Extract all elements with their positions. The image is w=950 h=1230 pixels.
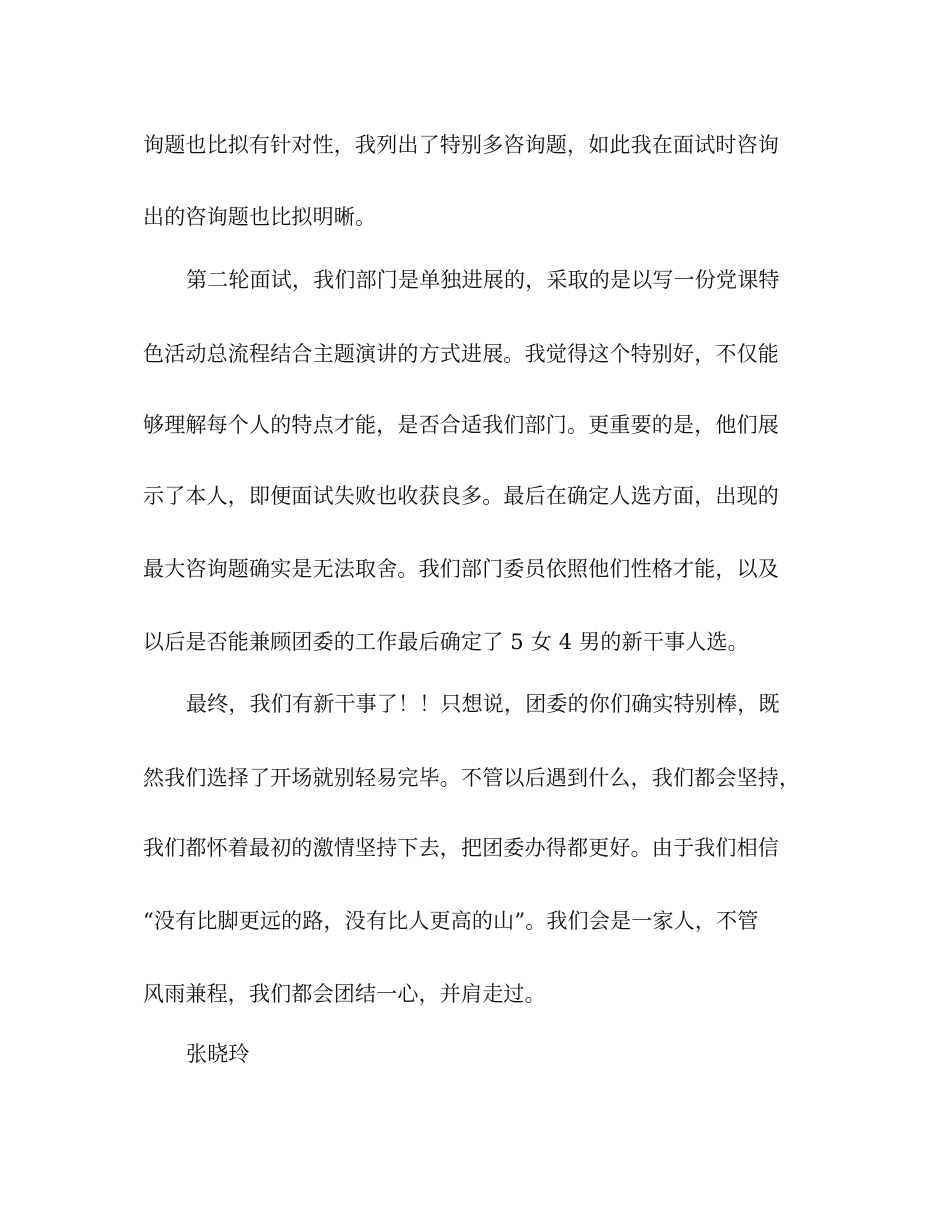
paragraph-line: 我们都怀着最初的激情坚持下去，把团委办得都更好。由于我们相信: [143, 836, 779, 860]
paragraph-line: 风雨兼程，我们都会团结一心，并肩走过。: [143, 982, 546, 1006]
paragraph-line: “没有比脚更远的路，没有比人更高的山”。我们会是一家人，不管: [143, 909, 759, 933]
paragraph-line: 色活动总流程结合主题演讲的方式进展。我觉得这个特别好，不仅能: [143, 342, 779, 366]
paragraph-line: 出的咨询题也比拟明晰。: [143, 205, 377, 229]
paragraph-line: 够理解每个人的特点才能，是否合适我们部门。更重要的是，他们展: [143, 413, 779, 437]
paragraph-line: 第二轮面试，我们部门是单独进展的，采取的是以写一份党课特: [186, 268, 780, 292]
paragraph-line: 示了本人，即便面试失败也收获良多。最后在确定人选方面，出现的: [143, 484, 779, 508]
paragraph-line: 询题也比拟有针对性，我列出了特别多咨询题，如此我在面试时咨询: [143, 133, 779, 157]
paragraph-line: 最终，我们有新干事了！！只想说，团委的你们确实特别棒，既: [186, 692, 780, 716]
paragraph-line: 然我们选择了开场就别轻易完毕。不管以后遇到什么，我们都会坚持，: [143, 766, 801, 790]
paragraph-line: 以后是否能兼顾团委的工作最后确定了 5 女 4 男的新干事人选。: [143, 630, 749, 654]
paragraph-line: 最大咨询题确实是无法取舍。我们部门委员依照他们性格才能，以及: [143, 557, 779, 581]
signature-name: 张晓玲: [186, 1042, 250, 1066]
